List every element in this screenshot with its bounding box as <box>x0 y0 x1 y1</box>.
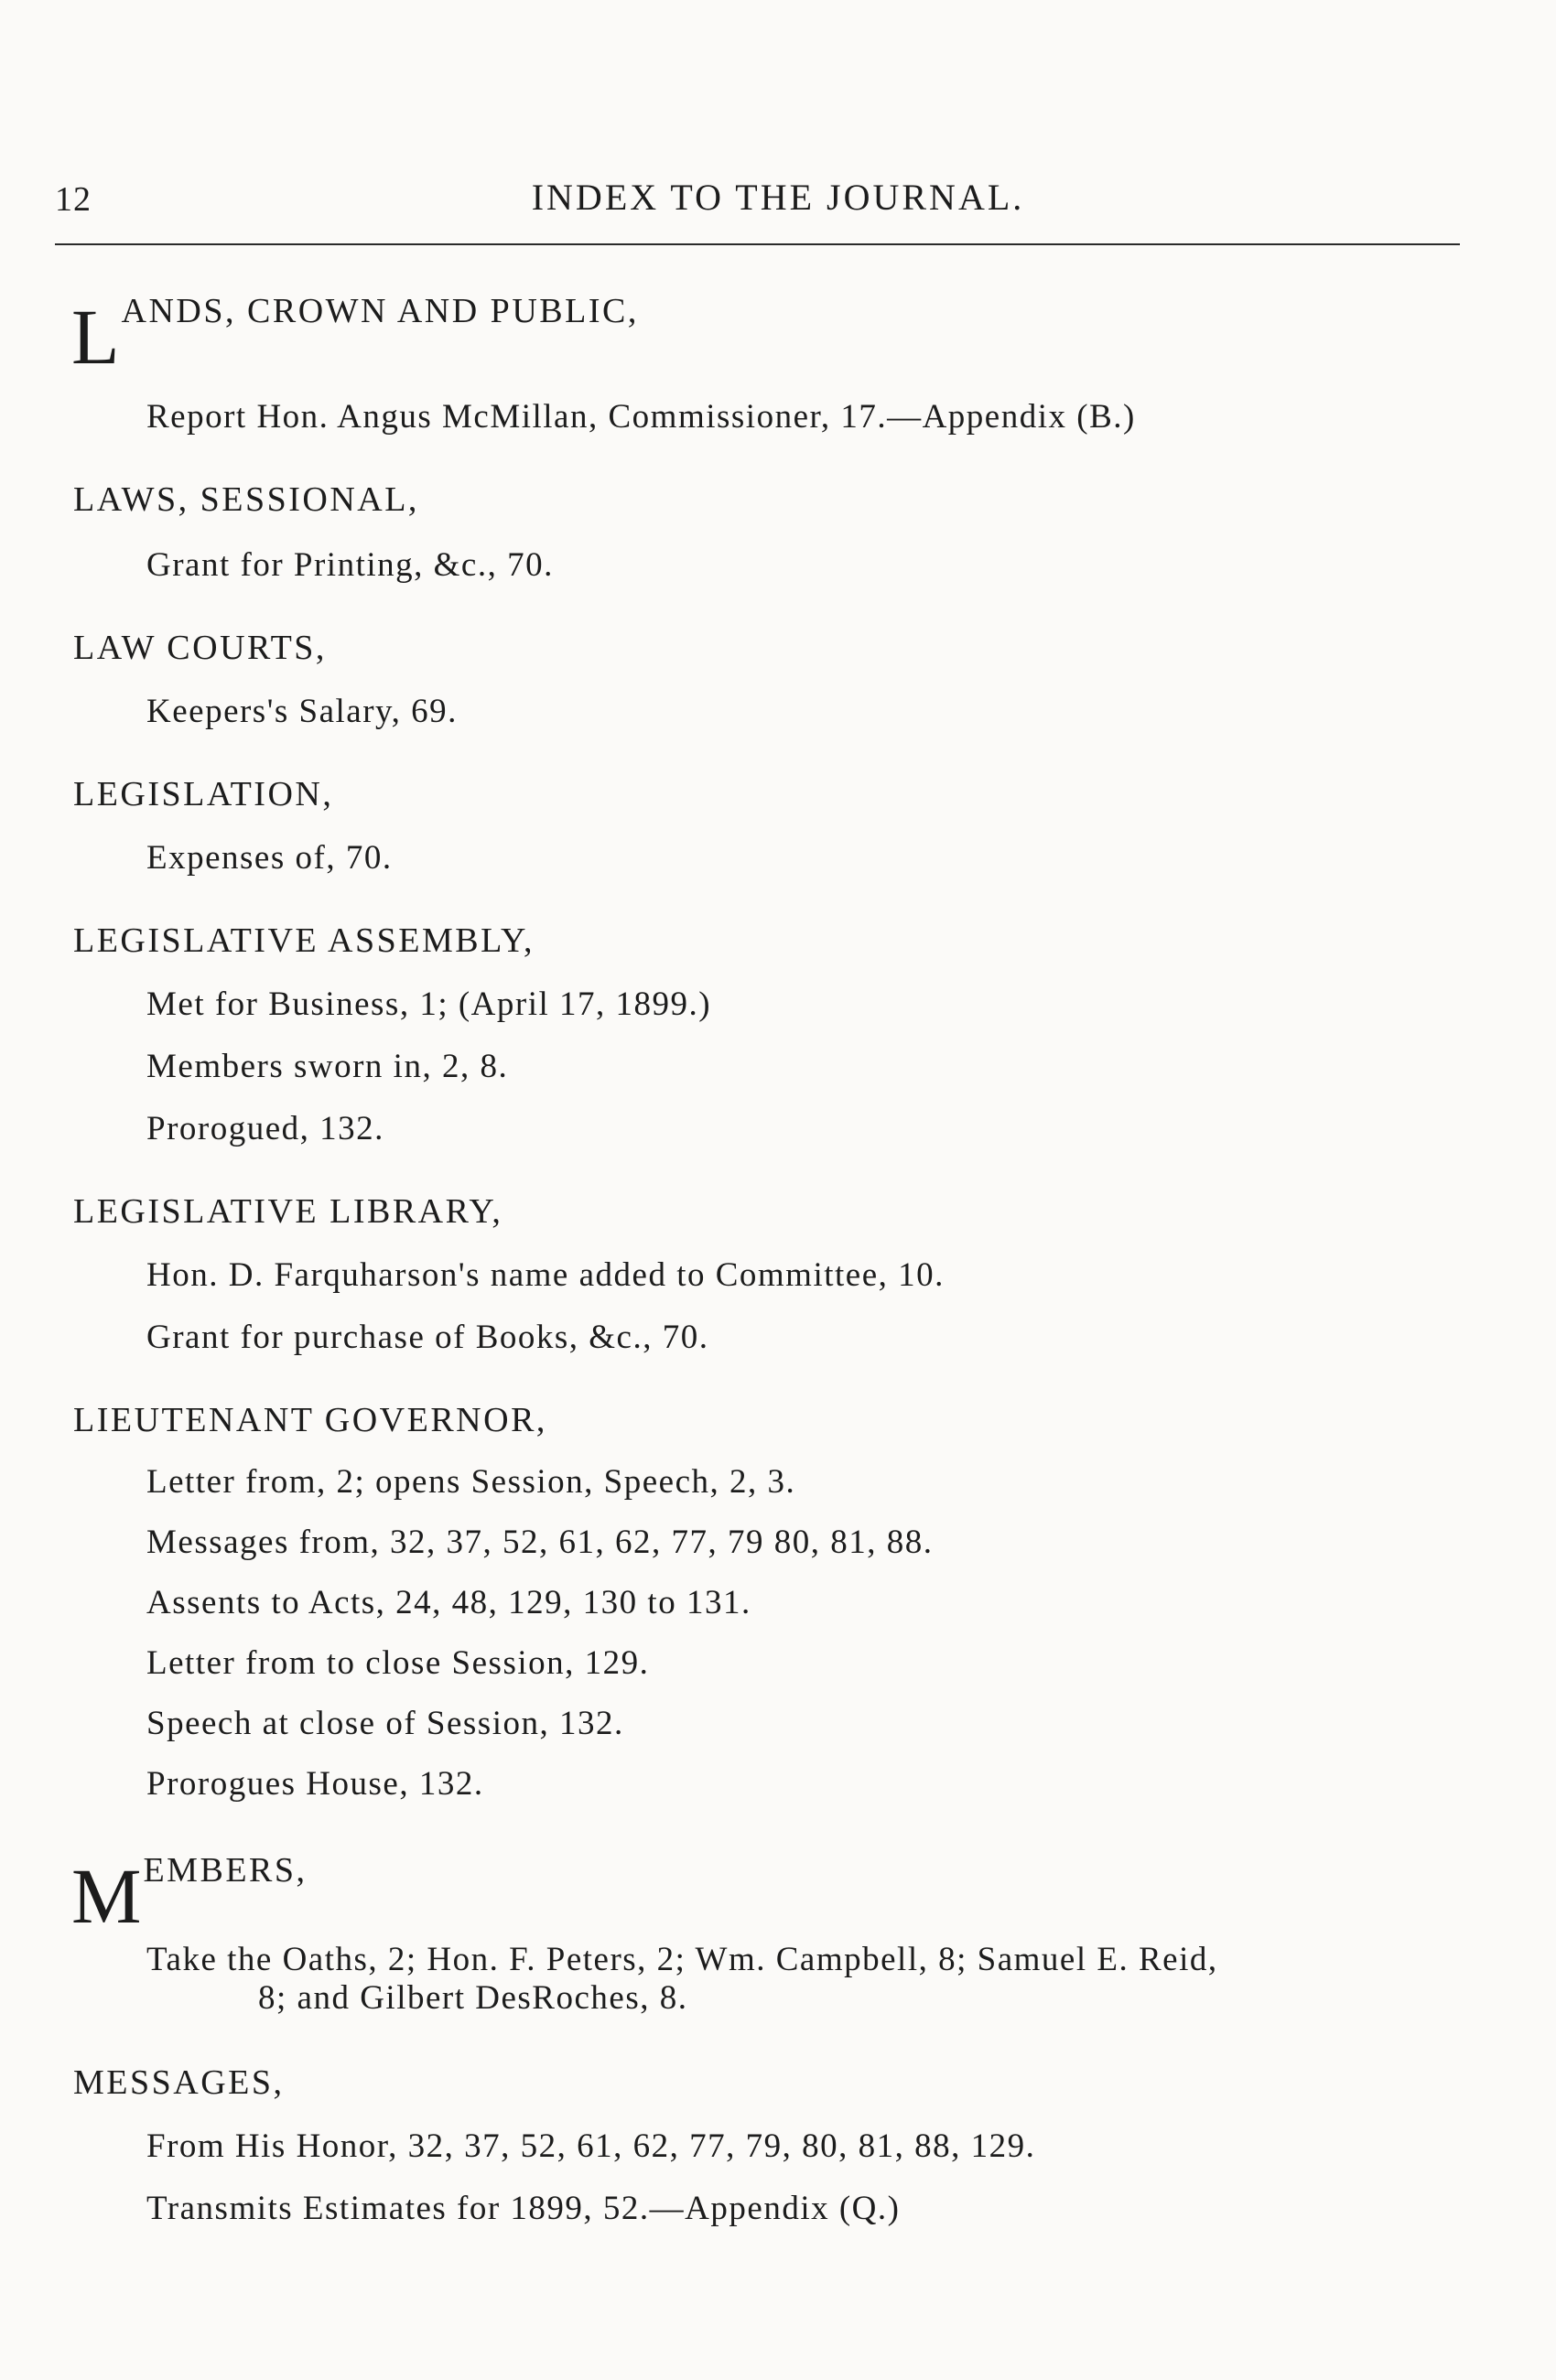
entry-subitem: Messages from, 32, 37, 52, 61, 62, 77, 79 80, 81, 88. <box>146 1524 934 1561</box>
entry-subitem: Transmits Estimates for 1899, 52.—Appendix (Q.) <box>146 2190 901 2227</box>
entry-subitem: Met for Business, 1; (April 17, 1899.) <box>146 985 712 1023</box>
entry-subitem-continuation: 8; and Gilbert DesRoches, 8. <box>258 1979 688 2017</box>
entry-subitem: Members sworn in, 2, 8. <box>146 1048 509 1085</box>
entry-subitem: Prorogued, 132. <box>146 1110 384 1147</box>
entry-heading-lieutenant-governor: LIEUTENANT GOVERNOR, <box>73 1401 547 1439</box>
drop-cap-letter: L <box>71 292 120 381</box>
entry-heading-legislative-assembly: LEGISLATIVE ASSEMBLY, <box>73 921 535 960</box>
entry-heading-text: ANDS, CROWN AND PUBLIC, <box>121 292 639 330</box>
entry-subitem: Expenses of, 70. <box>146 839 393 877</box>
running-head: INDEX TO THE JOURNAL. <box>531 177 1025 218</box>
entry-subitem: Letter from, 2; opens Session, Speech, 2, 3. <box>146 1463 796 1501</box>
entry-subitem: Take the Oaths, 2; Hon. F. Peters, 2; Wm. Campbell, 8; Samuel E. Reid, <box>146 1941 1218 1978</box>
entry-heading-text: EMBERS, <box>143 1851 308 1890</box>
entry-heading-legislative-library: LEGISLATIVE LIBRARY, <box>73 1192 503 1231</box>
entry-subitem: Prorogues House, 132. <box>146 1765 484 1803</box>
entry-subitem: Letter from to close Session, 129. <box>146 1644 650 1682</box>
entry-subitem: From His Honor, 32, 37, 52, 61, 62, 77, 79, 80, 81, 88, 129. <box>146 2127 1036 2165</box>
header-rule <box>55 243 1460 245</box>
entry-subitem: Grant for purchase of Books, &c., 70. <box>146 1319 709 1356</box>
entry-subitem: Grant for Printing, &c., 70. <box>146 546 554 584</box>
entry-heading-lands <box>71 291 639 381</box>
entry-heading-legislation: LEGISLATION, <box>73 775 334 813</box>
entry-heading-laws-sessional: LAWS, SESSIONAL, <box>73 480 419 519</box>
entry-subitem: Speech at close of Session, 132. <box>146 1705 624 1742</box>
entry-subitem: Assents to Acts, 24, 48, 129, 130 to 131. <box>146 1584 751 1621</box>
entry-heading-law-courts: LAW COURTS, <box>73 629 327 667</box>
entry-heading-members <box>71 1850 308 1940</box>
entry-subitem: Keepers's Salary, 69. <box>146 693 458 730</box>
entry-heading-messages: MESSAGES, <box>73 2063 285 2102</box>
entry-subitem: Report Hon. Angus McMillan, Commissioner, 17.—Appendix (B.) <box>146 398 1136 436</box>
drop-cap-letter: M <box>71 1851 142 1940</box>
entry-subitem: Hon. D. Farquharson's name added to Committee, 10. <box>146 1256 945 1294</box>
page-number: 12 <box>55 180 92 219</box>
